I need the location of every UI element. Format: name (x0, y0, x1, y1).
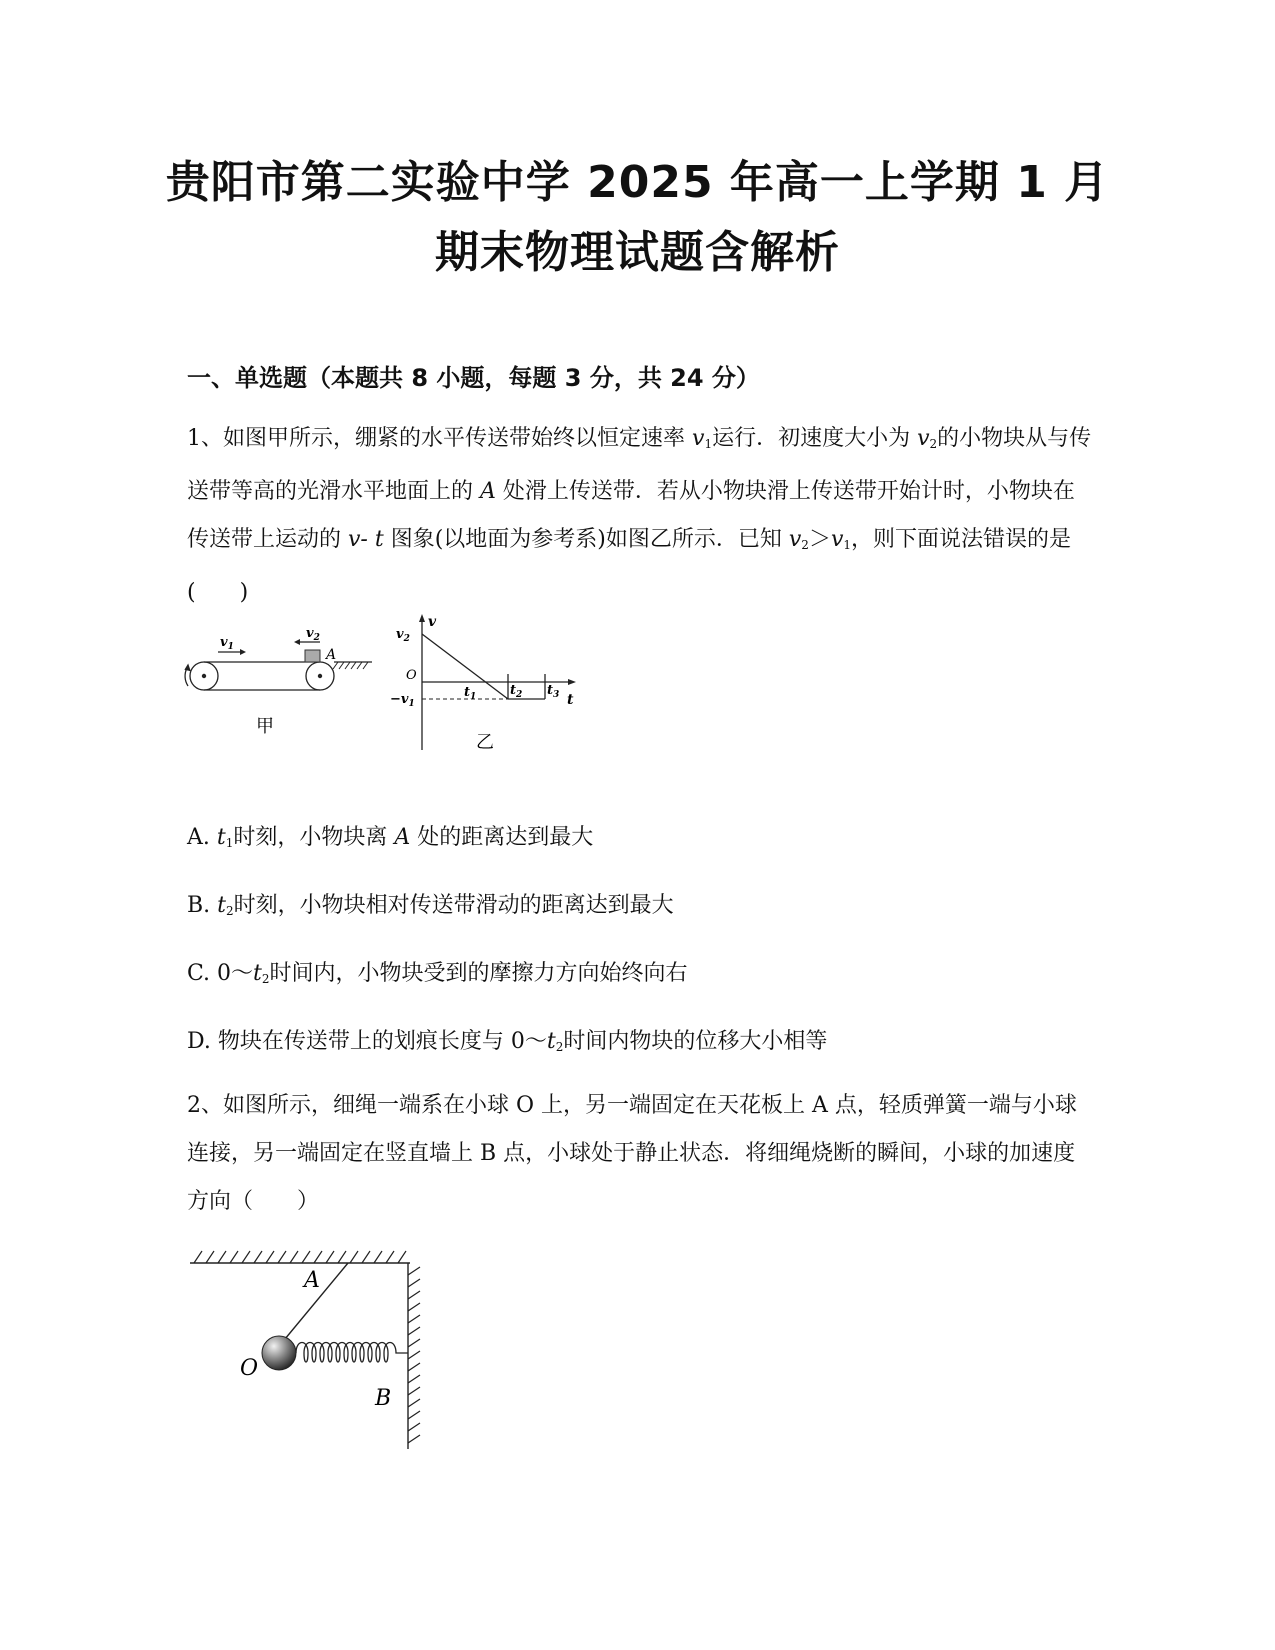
v-axis-label: v (428, 614, 437, 630)
yi-neg-v1-tick-sub: 1 (408, 699, 415, 709)
q1-text-part-5: 图象(以地面为参考系)如图乙所示．已知 (383, 527, 789, 552)
yi-neg-v1-tick: −v (390, 692, 409, 707)
svg-text:v2 (306, 630, 320, 643)
option-b-t-sub: 2 (226, 904, 234, 918)
option-a-text-2: 处的距离达到最大 (410, 825, 594, 850)
small-block (305, 650, 320, 662)
q1-v2-symbol-cond: v (788, 527, 802, 552)
option-d[interactable] (187, 1024, 827, 1065)
question-1-stem (187, 415, 1092, 617)
option-d-t-symbol: t (546, 1029, 556, 1054)
section-heading: 一、单选题（本题共 8 小题，每题 3 分，共 24 分） (187, 364, 760, 392)
q1-v1-subscript: 1 (704, 437, 713, 451)
jia-a-label: A (326, 647, 337, 663)
document-title-line-1: 贵阳市第二实验中学 2025 年高一上学期 1 月 (165, 157, 1110, 208)
jia-v2-sub: 2 (313, 633, 320, 643)
option-a-t-symbol: t (216, 825, 226, 850)
yi-t1-sub: 1 (470, 692, 477, 702)
option-a-point: A (394, 825, 411, 850)
q1-v1-symbol-cond: v (830, 527, 844, 552)
figure-yi-vt-graph (390, 612, 610, 772)
yi-v2-tick: v (396, 627, 404, 642)
point-b-label: B (375, 1386, 392, 1411)
q1-v1-symbol: v (692, 426, 705, 451)
option-b-t-symbol: t (217, 893, 226, 918)
q1-v2-symbol: v (917, 426, 930, 451)
option-d-text: 时间内物块的位移大小相等 (563, 1029, 828, 1054)
spring (296, 1343, 408, 1363)
jia-v2-label: v (306, 630, 314, 641)
ceiling-hatching (194, 1251, 406, 1263)
svg-text:t2 (510, 683, 522, 700)
q1-text-part-2: 运行．初速度大小为 (712, 426, 918, 451)
yi-t2-sub: 2 (516, 690, 523, 700)
wall-hatching (408, 1267, 420, 1443)
q1-text-part-6: ，则下面说法错误的是( ) (187, 527, 1072, 605)
document-title-line-2: 期末物理试题含解析 (435, 227, 840, 278)
q1-text-part-4: 处滑上传送带．若从小物块滑上传送带开始计时，小物块在传送带上运动的 (187, 479, 1075, 552)
yi-t2-label: t (510, 683, 517, 698)
svg-text:t1 (464, 685, 476, 702)
rotation-arrow (185, 668, 188, 686)
option-c-t-sub: 2 (261, 972, 270, 986)
q1-vt-symbol: v- t (348, 527, 384, 552)
svg-text:−v1 (390, 692, 415, 709)
q1-v1-subscript-cond: 1 (843, 538, 852, 552)
t-axis-label: t (567, 692, 574, 708)
option-c-prefix: C. 0～ (187, 961, 254, 986)
point-o-label: O (240, 1356, 259, 1381)
svg-text:v1 (220, 635, 234, 652)
option-a-t-sub: 1 (225, 836, 234, 850)
q1-v2-subscript-cond: 2 (801, 538, 809, 552)
yi-t3-sub: 3 (553, 690, 560, 700)
q1-greater-than: ＞ (808, 527, 831, 552)
option-d-prefix: D. 物块在传送带上的划痕长度与 0～ (187, 1029, 547, 1054)
option-b-text: 时刻，小物块相对传送带滑动的距离达到最大 (233, 893, 674, 918)
ground-hatching (333, 662, 368, 669)
option-c-t-symbol: t (253, 961, 262, 986)
option-d-t-sub: 2 (555, 1040, 564, 1054)
question-2-stem: 2、如图所示，细绳一端系在小球 O 上，另一端固定在天花板上 A 点，轻质弹簧一端与小球连接，另一端固定在竖直墙上 B 点，小球处于静止状态．将细绳烧断的瞬间，小球的加速度方向（ ） (187, 1093, 1077, 1214)
option-c[interactable] (187, 956, 688, 997)
ball (262, 1336, 296, 1370)
figure-rope-ball-spring (180, 1245, 440, 1455)
yi-v2-tick-sub: 2 (403, 634, 410, 644)
svg-text:t3 (547, 683, 559, 700)
point-a-label: A (304, 1268, 320, 1293)
q1-text-part-1: 1、如图甲所示，绷紧的水平传送带始终以恒定速率 (187, 426, 692, 451)
option-a-text-1: 时刻，小物块离 (233, 825, 395, 850)
figure-jia-conveyor-belt (180, 630, 380, 750)
option-a[interactable] (187, 820, 593, 861)
q1-text-part-3: 的小物块从与传送带等高的光滑水平地面上的 (187, 426, 1092, 504)
figure-yi-caption: 乙 (476, 732, 494, 753)
svg-text:v2 (396, 627, 410, 644)
q1-v2-subscript: 2 (929, 437, 938, 451)
yi-t3-label: t (547, 683, 554, 698)
yi-t1-label: t (464, 685, 471, 700)
option-b[interactable] (187, 888, 674, 929)
option-c-text: 时间内，小物块受到的摩擦力方向始终向右 (269, 961, 688, 986)
jia-v1-sub: 1 (227, 642, 234, 652)
figure-jia-caption: 甲 (256, 716, 274, 737)
q1-point-a: A (480, 479, 496, 504)
jia-v1-label: v (220, 635, 228, 650)
origin-label: O (406, 668, 417, 683)
option-a-prefix: A. (187, 825, 217, 850)
option-b-prefix: B. (187, 893, 218, 918)
